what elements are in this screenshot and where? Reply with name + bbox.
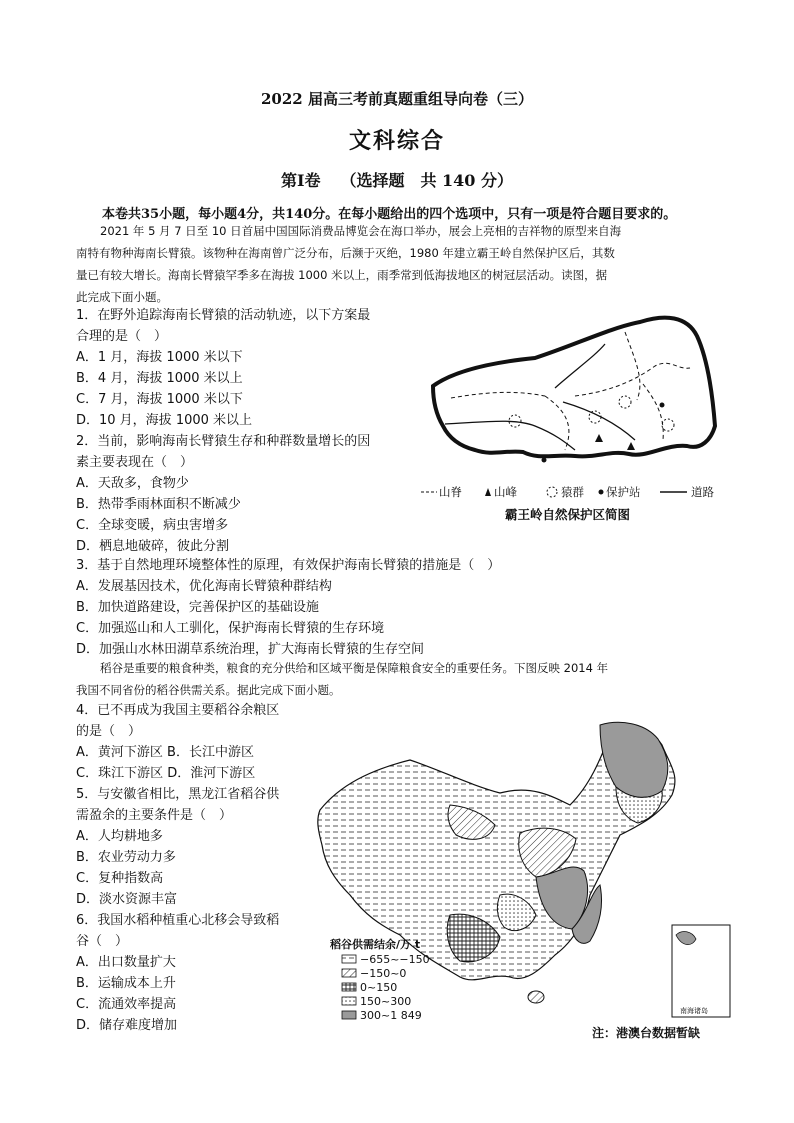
question-4 bbox=[76, 700, 279, 784]
legend-swatch-1 bbox=[342, 955, 356, 963]
option-a: A．人均耕地多 bbox=[76, 829, 163, 844]
section-label: 第Ⅰ卷 bbox=[280, 171, 321, 190]
question-stem: 5．与安徽省相比，黑龙江省稻谷供 bbox=[76, 787, 280, 802]
legend-item-4: 150~300 bbox=[360, 995, 412, 1008]
hainan bbox=[528, 991, 544, 1003]
legend-apes: 猿群 bbox=[561, 485, 584, 499]
option-d: D．储存难度增加 bbox=[76, 1018, 178, 1033]
passage-line: 量已有较大增长。海南长臂猿罕季多在海拔 1000 米以上，雨季常到低海拔地区的树冠层活动。读图，据 bbox=[76, 268, 608, 282]
passage-2 bbox=[76, 657, 718, 701]
option-d: D．10 月，海拔 1000 米以上 bbox=[76, 413, 253, 428]
exam-title: 2022 届高三考前真题重组导向卷（三） bbox=[261, 90, 533, 108]
question-2 bbox=[76, 431, 370, 557]
station-icon bbox=[660, 403, 665, 408]
option-cd: C．珠江下游区 D．淮河下游区 bbox=[76, 766, 256, 781]
option-b: B．运输成本上升 bbox=[76, 976, 176, 991]
station-legend-icon bbox=[599, 490, 604, 495]
legend-station: 保护站 bbox=[606, 485, 641, 499]
question-stem: 2．当前，影响海南长臂猿生存和种群数量增长的因 bbox=[76, 434, 371, 449]
option-c: C．加强巡山和人工驯化，保护海南长臂猿的生存环境 bbox=[76, 621, 385, 636]
subject-title: 文科综合 bbox=[348, 128, 445, 154]
reserve-map bbox=[415, 300, 735, 530]
section-note: （选择题 共 140 分） bbox=[340, 171, 514, 190]
option-b: B．热带季雨林面积不断减少 bbox=[76, 497, 241, 512]
passage-line: 我国不同省份的稻谷供需关系。据此完成下面小题。 bbox=[76, 683, 341, 697]
legend-item-1: −655~−150 bbox=[360, 953, 430, 966]
option-a: A．1 月，海拔 1000 米以下 bbox=[76, 350, 243, 365]
inset-label: 南海诸岛 bbox=[680, 1007, 708, 1015]
option-c: C．7 月，海拔 1000 米以下 bbox=[76, 392, 243, 407]
passage-line: 南特有物种海南长臂猿。该物种在海南曾广泛分布，后濒于灭绝，1980 年建立霸王岭自然保护区后，其数 bbox=[76, 246, 615, 260]
question-1 bbox=[76, 305, 370, 431]
legend-item-2: −150~0 bbox=[360, 967, 407, 980]
question-stem: 需盈余的主要条件是（ ） bbox=[76, 808, 233, 823]
question-stem: 3．基于自然地理环境整体性的原理，有效保护海南长臂猿的措施是（ ） bbox=[76, 558, 501, 573]
legend-item-5: 300~1 849 bbox=[360, 1009, 422, 1022]
option-c: C．全球变暖，病虫害增多 bbox=[76, 518, 229, 533]
legend-swatch-3 bbox=[342, 983, 356, 991]
option-a: A．发展基因技术，优化海南长臂猿种群结构 bbox=[76, 579, 332, 594]
option-a: A．天敌多，食物少 bbox=[76, 476, 189, 491]
question-stem: 1．在野外追踪海南长臂猿的活动轨迹，以下方案最 bbox=[76, 308, 371, 323]
question-stem: 6．我国水稻种植重心北移会导致稻 bbox=[76, 913, 280, 928]
china-rice-map bbox=[300, 715, 740, 1025]
option-ab: A．黄河下游区 B．长江中游区 bbox=[76, 745, 254, 760]
ape-legend-icon bbox=[547, 487, 557, 497]
legend-road: 道路 bbox=[691, 485, 714, 499]
peak-legend-icon bbox=[485, 488, 491, 496]
option-d: D．栖息地破碎，彼此分割 bbox=[76, 539, 230, 554]
option-b: B．加快道路建设，完善保护区的基础设施 bbox=[76, 600, 319, 615]
question-stem: 素主要表现在（ ） bbox=[76, 455, 194, 470]
legend-title: 稻谷供需结余/万 t bbox=[330, 938, 421, 951]
legend-swatch-2 bbox=[342, 969, 356, 977]
option-b: B．4 月，海拔 1000 米以上 bbox=[76, 371, 243, 386]
question-stem: 4．已不再成为我国主要稻谷余粮区 bbox=[76, 703, 280, 718]
legend-peak: 山峰 bbox=[494, 485, 517, 499]
option-a: A．出口数量扩大 bbox=[76, 955, 176, 970]
station-icon bbox=[542, 458, 547, 463]
question-3 bbox=[76, 555, 500, 660]
option-b: B．农业劳动力多 bbox=[76, 850, 176, 865]
legend-item-3: 0~150 bbox=[360, 981, 398, 994]
option-c: C．流通效率提高 bbox=[76, 997, 177, 1012]
passage-line: 此完成下面小题。 bbox=[76, 290, 168, 304]
reserve-map-caption: 霸王岭自然保护区简图 bbox=[505, 507, 631, 522]
section-title bbox=[0, 168, 794, 191]
legend-ridge: 山脊 bbox=[439, 485, 462, 499]
option-c: C．复种指数高 bbox=[76, 871, 164, 886]
reserve-boundary bbox=[433, 318, 715, 457]
legend-swatch-4 bbox=[342, 997, 356, 1005]
passage-line: 2021 年 5 月 7 日至 10 日首届中国国际消费品博览会在海口举办，展会上亮相的吉祥物的原型来自海 bbox=[100, 224, 622, 238]
legend-swatch-5 bbox=[342, 1011, 356, 1019]
passage-line: 稻谷是重要的粮食种类，粮食的充分供给和区域平衡是保障粮食安全的重要任务。下图反映 2014 年 bbox=[100, 661, 609, 675]
question-6 bbox=[76, 910, 279, 1036]
option-d: D．淡水资源丰富 bbox=[76, 892, 178, 907]
option-d: D．加强山水林田湖草系统治理，扩大海南长臂猿的生存空间 bbox=[76, 642, 425, 657]
question-stem: 谷（ ） bbox=[76, 934, 129, 949]
passage-1 bbox=[76, 220, 718, 308]
question-stem: 的是（ ） bbox=[76, 724, 142, 739]
instructions: 本卷共35小题，每小题4分，共140分。在每小题给出的四个选项中，只有一项是符合题目要求的。 bbox=[102, 207, 677, 222]
question-stem: 合理的是（ ） bbox=[76, 329, 168, 344]
question-5 bbox=[76, 784, 279, 910]
map-note: 注：港澳台数据暂缺 bbox=[592, 1026, 701, 1040]
